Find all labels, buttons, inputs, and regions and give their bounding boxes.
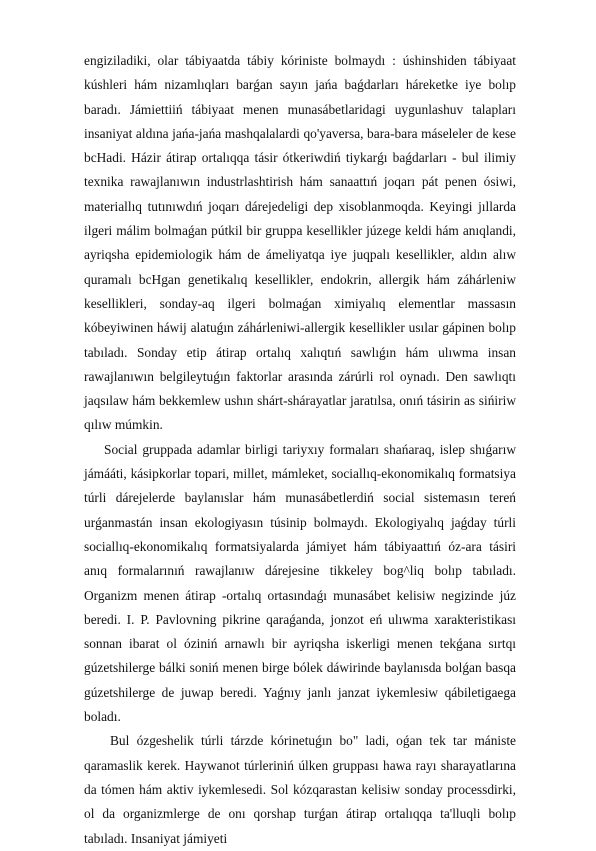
body-paragraph-3: Bul ózgeshelik túrli tárzde kórinetuǵın bo" ladi, oǵan tek tar mániste qaramaslik kerek. Haywanot túrleriniń úlken gruppası hawa rayı sharayatlarına da tómen hám aktiv iykemlesedi. Sol kózqarastan kelisiw sonday processdirki, ol da organizmlerge de onı qorshap turǵan átirap ortalıqqa ta'lluqli bolıp tabıladı. Insaniyat jámiyeti (84, 733, 516, 846)
document-page (84, 49, 516, 851)
body-paragraph-1: engiziladiki, olar tábiyaatda tábiy kóriniste bolmaydı : úshinshiden tábiyaat kúshleri hám nizamlıqları barǵan sayın jańa baǵdarları háreketke iye bolıp baradı. Jámiettiiń tábiyaat menen munasábetlaridagi uygunlashuv talapları insaniyat aldına jańa-jańa mashqalalardi qo'yaversa, bara-bara máseleler de kese bcHadi. Házir átirap ortalıqqa tásir ótkeriwdiń tiykarǵı baǵdarları - bul ilimiy texnika rawajlanıwın industrlashtirish hám sanaattıń joqarı pát penen ósiwi, materiallıq tutınıwdıń joqarı dárejedeligi dep xisoblanmoqda. Keyingi jıllarda ilgeri málim bolmaǵan pútkil bir gruppa kesellikler júzege keldi hám anıqlandi, ayriqsha epidemiologik hám de ámeliyatqa iye juqpalı kesellikler, aldın alıw quramalı bcHgan genetikalıq kesellikler, endokrin, allergik hám záhárleniw kesellikleri, sonday-aq ilgeri bolmaǵan ximiyalıq elementlar massasın kóbeyiwinen háwij alatuǵın záhárleniwi-allergik kesellikler usılar gápinen bolıp tabıladı. Sonday etip átirap ortalıq xalıqtıń sawlıǵın hám ulıwma insan rawajlanıwın belgileytuǵın faktorlar arasında zárúrli rol oynadı. Den sawlıqtı jaqsılaw hám bekkemlew ushın shárt-shárayatlar jaratılsa, onıń tásirin as sińiriw qılıw múmkin. (84, 53, 516, 433)
body-paragraph-2: Social gruppada adamlar birligi tariyxıy formaları shańaraq, islep shıǵarıw jámááti, kásipkorlar topari, millet, mámleket, sociallıq-ekonomikalıq formatsiya túrli dárejelerde baylanıslar hám munasábetlerdiń social sistemasın tereń urǵanmastán insan ekologiyasın túsinip bolmaydı. Ekologiyalıq jaǵday túrli sociallıq-ekonomikalıq formatsiyalarda jámiyet hám tábiyaattıń óz-ara tásiri anıq formalarınıń rawajlanıw dárejesine tikkeley bog^liq bolıp tabıladı. Organizm menen átirap -ortalıq ortasındaǵı munasábet kelisiw negizinde júz beredi. I. P. Pavlovning pikrine qaraǵanda, jonzot eń ulıwma xarakteristikası sonnan ibarat ol óziniń arnawlı bir ayriqsha iskerligi menen tekǵana sırtqı gúzetshilerge bálki soniń menen birge bólek dáwirinde baylanısda bolǵan basqa gúzetshilerge de juwap beredi. Yaǵnıy janlı janzat iykemlesiw qábiletigaega boladı. (84, 441, 516, 725)
